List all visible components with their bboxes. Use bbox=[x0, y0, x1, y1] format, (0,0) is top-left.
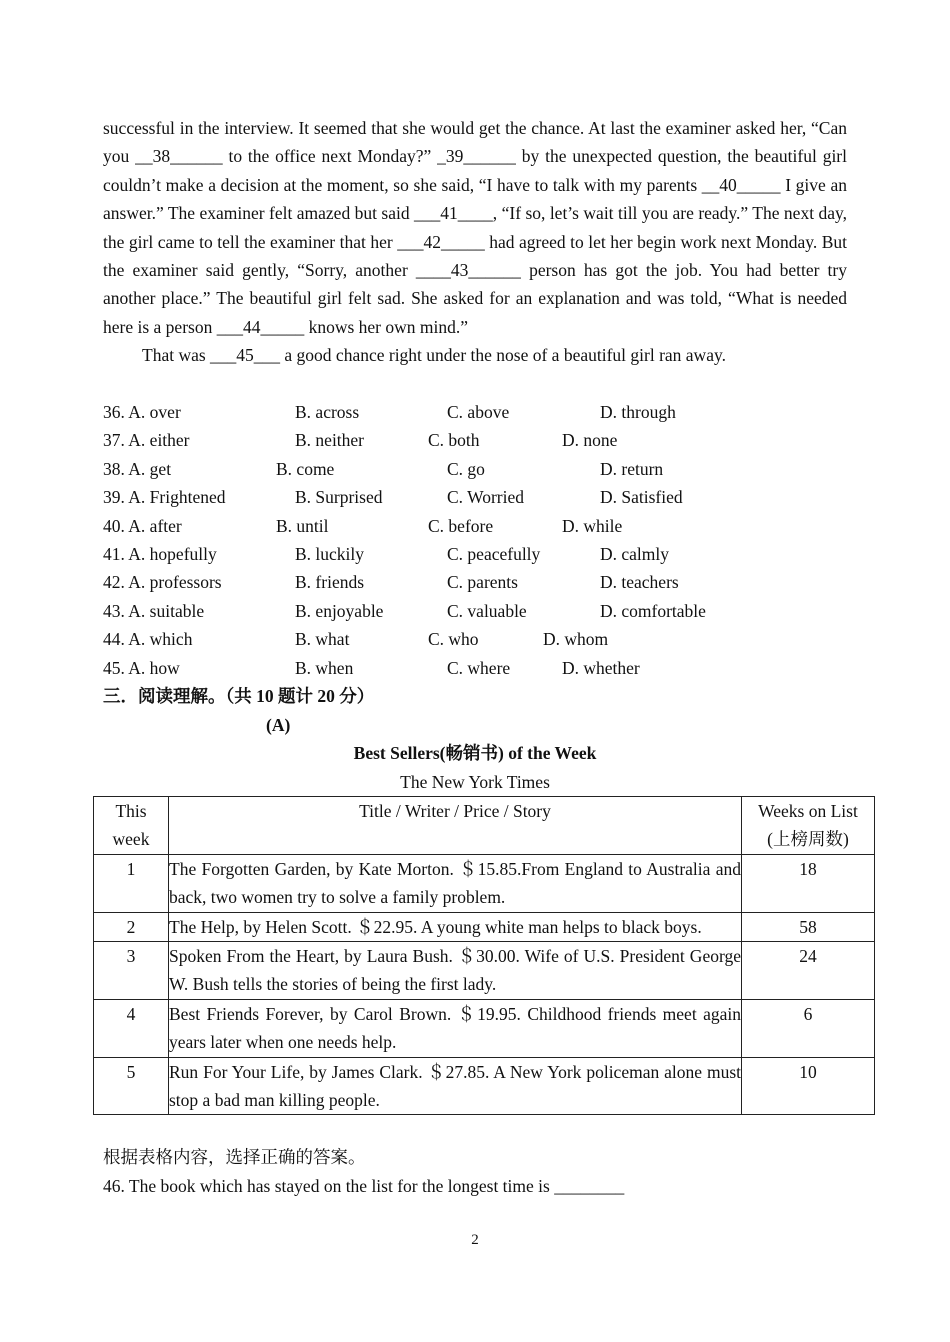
option-c: C. before bbox=[428, 515, 494, 536]
passage-paragraph-2: That was ___45___ a good chance right under the nose of a beautiful girl ran away. bbox=[142, 345, 726, 366]
rank-cell: 5 bbox=[94, 1057, 169, 1115]
option-row-38 bbox=[103, 455, 863, 483]
option-b: B. friends bbox=[295, 572, 365, 593]
option-row-42 bbox=[103, 568, 863, 596]
table-row bbox=[94, 1057, 875, 1115]
option-c: C. where bbox=[447, 657, 511, 678]
option-d: D. Satisfied bbox=[600, 487, 683, 508]
option-d: D. comfortable bbox=[600, 600, 706, 621]
option-a: 40. A. after bbox=[103, 515, 182, 536]
option-d: D. teachers bbox=[600, 572, 679, 593]
header-story: Title / Writer / Price / Story bbox=[169, 797, 742, 855]
option-d: D. none bbox=[562, 430, 618, 451]
story-cell: Run For Your Life, by James Clark. ＄27.85. A New York policeman alone must stop a bad man killing people. bbox=[169, 1057, 742, 1115]
weeks-cell: 6 bbox=[742, 999, 875, 1057]
option-row-45 bbox=[103, 654, 863, 682]
weeks-cell: 10 bbox=[742, 1057, 875, 1115]
cloze-passage bbox=[103, 114, 847, 370]
option-a: 36. A. over bbox=[103, 402, 181, 422]
table-title: Best Sellers(畅销书) of the Week bbox=[353, 743, 597, 763]
table-source: The New York Times bbox=[400, 772, 550, 792]
table-row bbox=[94, 912, 875, 941]
option-a: 38. A. get bbox=[103, 458, 172, 479]
option-b: B. Surprised bbox=[295, 487, 383, 508]
option-row-44 bbox=[103, 625, 863, 653]
option-a: 42. A. professors bbox=[103, 572, 222, 593]
rank-cell: 1 bbox=[94, 854, 169, 912]
option-d: D. calmly bbox=[600, 543, 670, 564]
section-heading: 三．阅读理解。（共 10 题计 20 分） bbox=[103, 686, 375, 706]
option-c: C. parents bbox=[447, 572, 518, 593]
option-b: B. come bbox=[276, 458, 335, 479]
option-b: B. when bbox=[295, 657, 354, 678]
option-a: 45. A. how bbox=[103, 657, 180, 678]
option-c: C. peacefully bbox=[447, 543, 541, 564]
option-b: B. across bbox=[295, 402, 360, 422]
option-d: D. whether bbox=[562, 657, 640, 678]
weeks-cell: 24 bbox=[742, 942, 875, 1000]
table-header-row bbox=[94, 797, 875, 855]
option-row-36 bbox=[103, 398, 863, 426]
option-c: C. both bbox=[428, 430, 480, 451]
rank-cell: 3 bbox=[94, 942, 169, 1000]
option-a: 44. A. which bbox=[103, 629, 193, 650]
option-row-37 bbox=[103, 426, 863, 454]
header-weeks-on-list bbox=[742, 797, 875, 855]
option-b: B. neither bbox=[295, 430, 365, 451]
story-cell: Spoken From the Heart, by Laura Bush. ＄30.00. Wife of U.S. President George W. Bush tells the stories of being the first lady. bbox=[169, 942, 742, 1000]
table-row bbox=[94, 854, 875, 912]
option-row-39 bbox=[103, 483, 863, 511]
passage-paragraph-1: successful in the interview. It seemed that she would get the chance. At last the examiner asked her, “Can you __38______ to the office next Monday?” _39______ by the unexpected question, the beautiful girl couldn’t make a decision at the moment, so she said, “I have to talk with my parents __40_____ I give an answer.” The examiner felt amazed but said ___41____, “If so, let’s wait till you are ready.” The next day, the girl came to tell the examiner that her ___42_____ had agreed to let her begin work next Monday. But the examiner said gently, “Sorry, another ____43______ person has got the job. You had better try another place.” The beautiful girl felt sad. She asked for an explanation and was told, “What is needed here is a person ___44_____ knows her own mind.” bbox=[103, 118, 847, 337]
option-b: B. what bbox=[295, 629, 350, 650]
option-row-40 bbox=[103, 512, 863, 540]
table-row bbox=[94, 942, 875, 1000]
table-row bbox=[94, 999, 875, 1057]
page-number: 2 bbox=[471, 1232, 479, 1248]
header-this-week bbox=[94, 797, 169, 855]
option-row-43 bbox=[103, 597, 863, 625]
subsection-label: (A) bbox=[266, 715, 291, 735]
option-c: C. valuable bbox=[447, 600, 527, 621]
header-this-week-line2: week bbox=[112, 829, 150, 850]
cloze-options bbox=[103, 398, 863, 682]
option-d: D. whom bbox=[543, 629, 609, 650]
question-46: 46. The book which has stayed on the list for the longest time is ________ bbox=[103, 1176, 625, 1196]
option-a: 41. A. hopefully bbox=[103, 543, 217, 564]
instruction-text: 根据表格内容，选择正确的答案。 bbox=[103, 1147, 366, 1167]
option-a: 37. A. either bbox=[103, 430, 190, 451]
option-b: B. until bbox=[276, 515, 329, 536]
header-weeks-line1: Weeks on List bbox=[758, 801, 858, 821]
option-a: 39. A. Frightened bbox=[103, 487, 226, 508]
weeks-cell: 58 bbox=[742, 912, 875, 941]
option-d: D. return bbox=[600, 458, 664, 479]
header-this-week-line1: This bbox=[115, 801, 147, 821]
option-row-41 bbox=[103, 540, 863, 568]
option-d: D. while bbox=[562, 515, 623, 536]
weeks-cell: 18 bbox=[742, 854, 875, 912]
option-c: C. who bbox=[428, 629, 479, 650]
rank-cell: 4 bbox=[94, 999, 169, 1057]
option-d: D. through bbox=[600, 402, 676, 422]
story-cell: The Forgotten Garden, by Kate Morton. ＄15.85.From England to Australia and back, two women try to solve a family problem. bbox=[169, 854, 742, 912]
rank-cell: 2 bbox=[94, 912, 169, 941]
header-weeks-line2: (上榜周数) bbox=[767, 829, 849, 850]
option-b: B. luckily bbox=[295, 543, 365, 564]
option-c: C. go bbox=[447, 458, 485, 479]
option-a: 43. A. suitable bbox=[103, 600, 205, 621]
option-c: C. Worried bbox=[447, 487, 525, 508]
best-sellers-table bbox=[93, 796, 875, 1115]
story-cell: The Help, by Helen Scott. ＄22.95. A young white man helps to black boys. bbox=[169, 912, 742, 941]
story-cell: Best Friends Forever, by Carol Brown. ＄19.95. Childhood friends meet again years later when one needs help. bbox=[169, 999, 742, 1057]
option-c: C. above bbox=[447, 402, 510, 422]
option-b: B. enjoyable bbox=[295, 600, 384, 621]
